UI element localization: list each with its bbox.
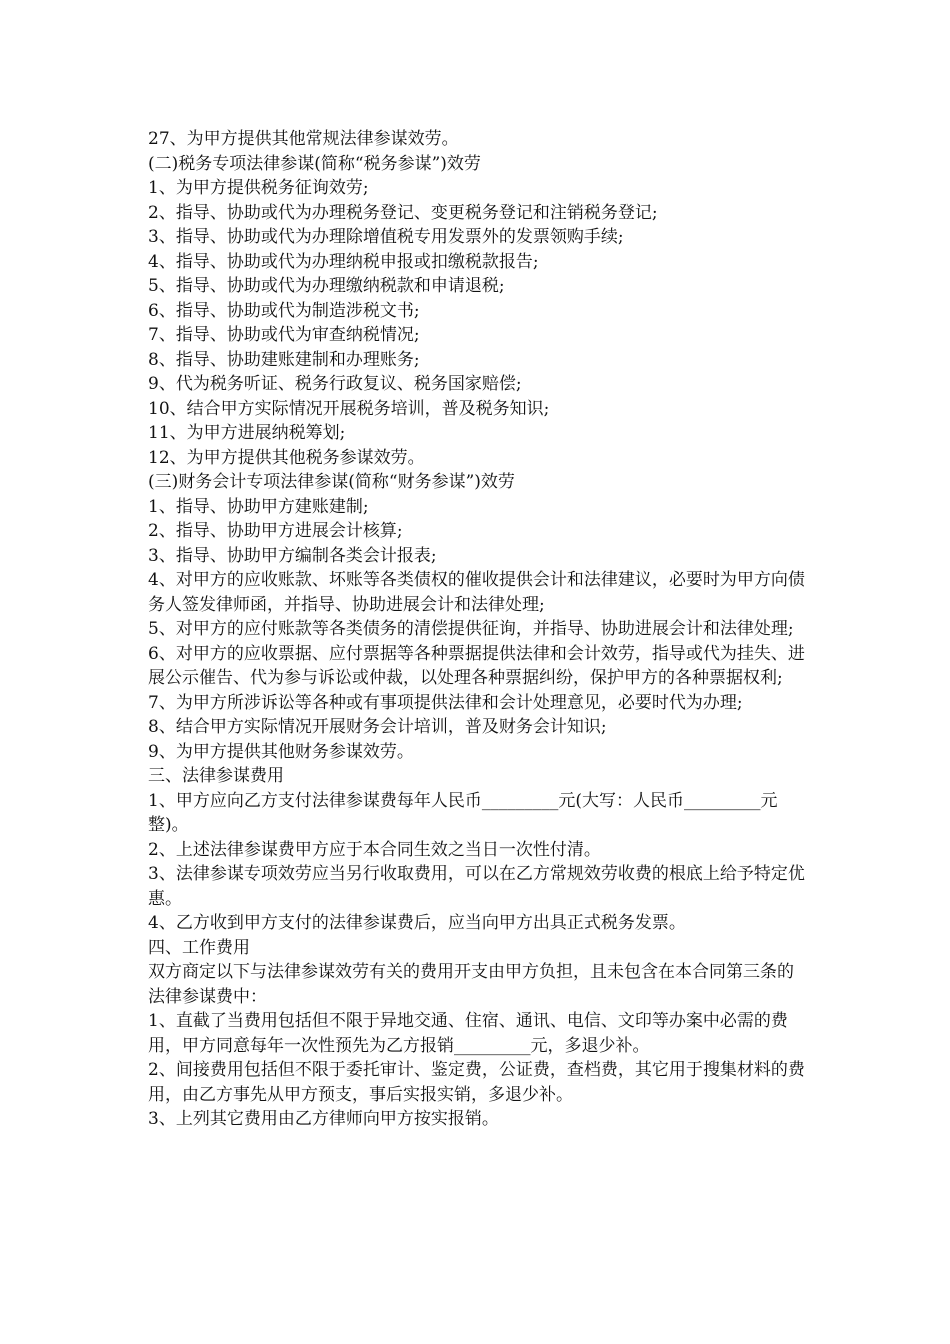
paragraph: 4、对甲方的应收账款、坏账等各类债权的催收提供会计和法律建议，必要时为甲方向债务人签发律师函，并指导、协助进展会计和法律处理;: [148, 570, 805, 615]
paragraph: 2、间接费用包括但不限于委托审计、鉴定费，公证费，查档费，其它用于搜集材料的费用，由乙方事先从甲方预支，事后实报实销，多退少补。: [148, 1060, 805, 1105]
paragraph: 2、指导、协助或代为办理税务登记、变更税务登记和注销税务登记;: [148, 202, 658, 223]
paragraph: 6、对甲方的应收票据、应付票据等各种票据提供法律和会计效劳，指导或代为挂失、进展公示催告、代为参与诉讼或仲裁，以处理各种票据纠纷，保护甲方的各种票据权利;: [148, 643, 805, 688]
paragraph: 双方商定以下与法律参谋效劳有关的费用开支由甲方负担，且未包含在本合同第三条的法律参谋费中：: [148, 962, 794, 1007]
paragraph: 3、指导、协助或代为办理除增值税专用发票外的发票领购手续;: [148, 227, 624, 247]
paragraph: 2、指导、协助甲方进展会计核算;: [148, 521, 403, 541]
paragraph: 2、上述法律参谋费甲方应于本合同生效之当日一次性付清。: [148, 839, 601, 860]
section-heading: (二)税务专项法律参谋(简称“税务参谋”)效劳: [148, 153, 481, 174]
paragraph: 1、甲方应向乙方支付法律参谋费每年人民币_________元(大写：人民币_________元整)。: [148, 790, 778, 835]
paragraph: 3、法律参谋专项效劳应当另行收取费用，可以在乙方常规效劳收费的根底上给予特定优惠。: [148, 864, 805, 909]
paragraph: 4、指导、协助或代为办理纳税申报或扣缴税款报告;: [148, 251, 539, 272]
paragraph: 1、为甲方提供税务征询效劳;: [148, 178, 369, 198]
paragraph: 5、对甲方的应付账款等各类债务的清偿提供征询，并指导、协助进展会计和法律处理;: [148, 619, 794, 639]
paragraph: 7、为甲方所涉诉讼等各种或有事项提供法律和会计处理意见，必要时代为办理;: [148, 692, 743, 713]
paragraph: 27、为甲方提供其他常规法律参谋效劳。: [148, 129, 459, 149]
paragraph: 9、代为税务听证、税务行政复议、税务国家赔偿;: [148, 374, 522, 394]
paragraph: 3、指导、协助甲方编制各类会计报表;: [148, 545, 437, 566]
paragraph: 8、结合甲方实际情况开展财务会计培训，普及财务会计知识;: [148, 717, 607, 737]
paragraph: 3、上列其它费用由乙方律师向甲方按实报销。: [148, 1109, 499, 1129]
section-heading: 四、工作费用: [148, 937, 250, 958]
paragraph: 1、直截了当费用包括但不限于异地交通、住宿、通讯、电信、文印等办案中必需的费用，甲方同意每年一次性预先为乙方报销_________元，多退少补。: [148, 1011, 788, 1056]
paragraph: 8、指导、协助建账建制和办理账务;: [148, 349, 420, 370]
paragraph: 6、指导、协助或代为制造涉税文书;: [148, 300, 420, 321]
document-body: [148, 127, 808, 1132]
paragraph: 10、结合甲方实际情况开展税务培训，普及税务知识;: [148, 398, 550, 419]
paragraph: 7、指导、协助或代为审查纳税情况;: [148, 325, 420, 345]
section-heading: 三、法律参谋费用: [148, 766, 284, 786]
paragraph: 9、为甲方提供其他财务参谋效劳。: [148, 741, 414, 762]
paragraph: 12、为甲方提供其他税务参谋效劳。: [148, 447, 425, 468]
paragraph: 11、为甲方进展纳税筹划;: [148, 423, 346, 443]
paragraph: 4、乙方收到甲方支付的法律参谋费后，应当向甲方出具正式税务发票。: [148, 913, 686, 933]
paragraph: 1、指导、协助甲方建账建制;: [148, 496, 369, 517]
paragraph: 5、指导、协助或代为办理缴纳税款和申请退税;: [148, 276, 505, 296]
section-heading: (三)财务会计专项法律参谋(简称“财务参谋”)效劳: [148, 472, 515, 492]
